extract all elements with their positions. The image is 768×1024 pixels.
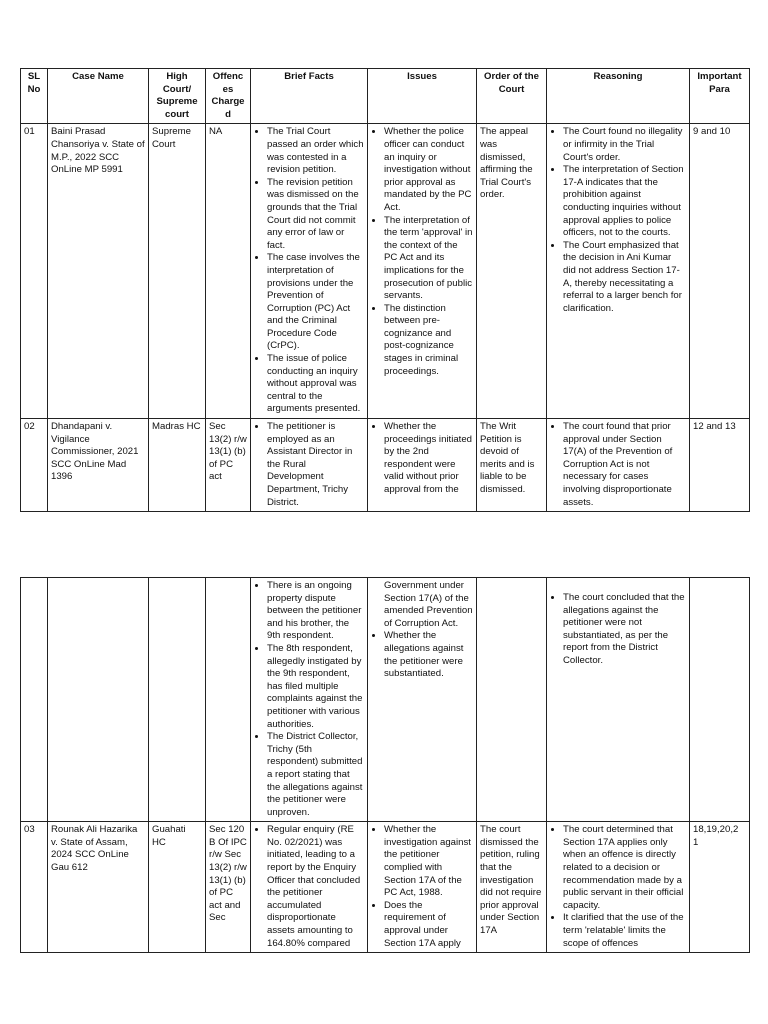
brief-facts xyxy=(251,419,368,512)
sl-no: 03 xyxy=(21,822,48,953)
order: The court dismissed the petition, ruling that the investigation did not require prior approval under Section 17A xyxy=(477,822,547,953)
issues xyxy=(368,124,477,419)
col-header-para: Important Para xyxy=(690,69,750,124)
sl-no: 01 xyxy=(21,124,48,419)
case-name: Rounak Ali Hazarika v. State of Assam, 2024 SCC OnLine Gau 612 xyxy=(48,822,149,953)
reasoning xyxy=(547,822,690,953)
list-item: • Whether the allegations against the petitioner were substantiated. xyxy=(384,630,473,680)
case-table-page-1 xyxy=(20,68,750,512)
order xyxy=(477,578,547,822)
list-item: • The court concluded that the allegations against the petitioner were not substantiated, as per the report from the District Collector. xyxy=(563,592,686,668)
issues xyxy=(368,822,477,953)
important-para: 18,19,20,2 1 xyxy=(690,822,750,953)
order: The Writ Petition is devoid of merits and is liable to be dismissed. xyxy=(477,419,547,512)
order: The appeal was dismissed, affirming the Trial Court's order. xyxy=(477,124,547,419)
list-item: • Whether the proceedings initiated by the 2nd respondent were valid without prior approval from the xyxy=(384,421,473,497)
list-item: • The court found that prior approval under Section 17(A) of the Prevention of Corruption Act is not necessary for cases involving disproportionate assets. xyxy=(563,421,686,509)
brief-facts xyxy=(251,124,368,419)
list-item: • The court determined that Section 17A applies only when an offence is directly related to a decision or recommendation made by a public servant in their official capacity. xyxy=(563,824,686,912)
court: Madras HC xyxy=(149,419,206,512)
brief-facts xyxy=(251,578,368,822)
list-item: • The Trial Court passed an order which was contested in a revision petition. xyxy=(267,126,364,176)
brief-facts xyxy=(251,822,368,953)
case-name xyxy=(48,578,149,822)
court: Guahati HC xyxy=(149,822,206,953)
list-item: • The Court emphasized that the decision in Ani Kumar did not address Section 17-A, thereby necessitating a referral to a larger bench for clarification. xyxy=(563,240,686,316)
col-header-offence: Offenc es Charge d xyxy=(206,69,251,124)
col-header-facts: Brief Facts xyxy=(251,69,368,124)
issue-continuation: Government under Section 17(A) of the amended Prevention of Corruption Act. xyxy=(384,580,473,629)
list-item: • The revision petition was dismissed on the grounds that the Trial Court did not commit any error of law or fact. xyxy=(267,177,364,253)
list-item: • Whether the investigation against the petitioner complied with Section 17A of the PC Act, 1988. xyxy=(384,824,473,900)
list-item: • The District Collector, Trichy (5th respondent) submitted a report stating that the allegations against the petitioner were unproven. xyxy=(267,731,364,819)
sl-no: 02 xyxy=(21,419,48,512)
reasoning xyxy=(547,419,690,512)
list-item: • The Court found no illegality or infirmity in the Trial Court's order. xyxy=(563,126,686,164)
table-row xyxy=(21,419,750,512)
case-name: Baini Prasad Chansoriya v. State of M.P., 2022 SCC OnLine MP 5991 xyxy=(48,124,149,419)
important-para: 12 and 13 xyxy=(690,419,750,512)
list-item: • Regular enquiry (RE No. 02/2021) was initiated, leading to a report by the Enquiry Officer that concluded the petitioner accumulated disproportionate assets amounting to 164.80% compared xyxy=(267,824,364,950)
col-header-case: Case Name xyxy=(48,69,149,124)
col-header-reasoning: Reasoning xyxy=(547,69,690,124)
sl-no xyxy=(21,578,48,822)
offence: Sec 120 B Of IPC r/w Sec 13(2) r/w 13(1) (b) of PC act and Sec xyxy=(206,822,251,953)
offence: Sec 13(2) r/w 13(1) (b) of PC act xyxy=(206,419,251,512)
court xyxy=(149,578,206,822)
col-header-sl: SL No xyxy=(21,69,48,124)
list-item: • The interpretation of the term 'approval' in the context of the PC Act and its implications for the prosecution of public servants. xyxy=(384,215,473,303)
list-item: • The issue of police conducting an inquiry without approval was central to the arguments presented. xyxy=(267,353,364,416)
list-item: • The distinction between pre-cognizance and post-cognizance stages in criminal proceedings. xyxy=(384,303,473,379)
table-row xyxy=(21,578,750,822)
header-row xyxy=(21,69,750,124)
important-para: 9 and 10 xyxy=(690,124,750,419)
list-item: • Does the requirement of approval under Section 17A apply xyxy=(384,900,473,950)
list-item: • It clarified that the use of the term 'relatable' limits the scope of offences xyxy=(563,912,686,950)
list-item: • The interpretation of Section 17-A indicates that the prohibition against conducting inquiries without approval applies to police officers, not to the courts. xyxy=(563,164,686,240)
offence: NA xyxy=(206,124,251,419)
col-header-court: High Court/ Supreme court xyxy=(149,69,206,124)
reasoning xyxy=(547,124,690,419)
list-item: • The 8th respondent, allegedly instigated by the 9th respondent, has filed multiple complaints against the petitioner with various authorities. xyxy=(267,643,364,731)
list-item: • The case involves the interpretation of provisions under the Prevention of Corruption (PC) Act and the Criminal Procedure Code (CrPC). xyxy=(267,252,364,353)
list-item: • The petitioner is employed as an Assistant Director in the Rural Development Department, Trichy District. xyxy=(267,421,364,509)
col-header-issues: Issues xyxy=(368,69,477,124)
court: Supreme Court xyxy=(149,124,206,419)
table-row xyxy=(21,822,750,953)
case-name: Dhandapani v. Vigilance Commissioner, 2021 SCC OnLine Mad 1396 xyxy=(48,419,149,512)
case-table-page-2 xyxy=(20,577,750,953)
issues xyxy=(368,578,477,822)
issues xyxy=(368,419,477,512)
reasoning xyxy=(547,578,690,822)
important-para xyxy=(690,578,750,822)
table-row xyxy=(21,124,750,419)
list-item: • Whether the police officer can conduct an inquiry or investigation without prior approval as mandated by the PC Act. xyxy=(384,126,473,214)
offence xyxy=(206,578,251,822)
list-item: • There is an ongoing property dispute between the petitioner and his brother, the 9th respondent. xyxy=(267,580,364,643)
col-header-order: Order of the Court xyxy=(477,69,547,124)
